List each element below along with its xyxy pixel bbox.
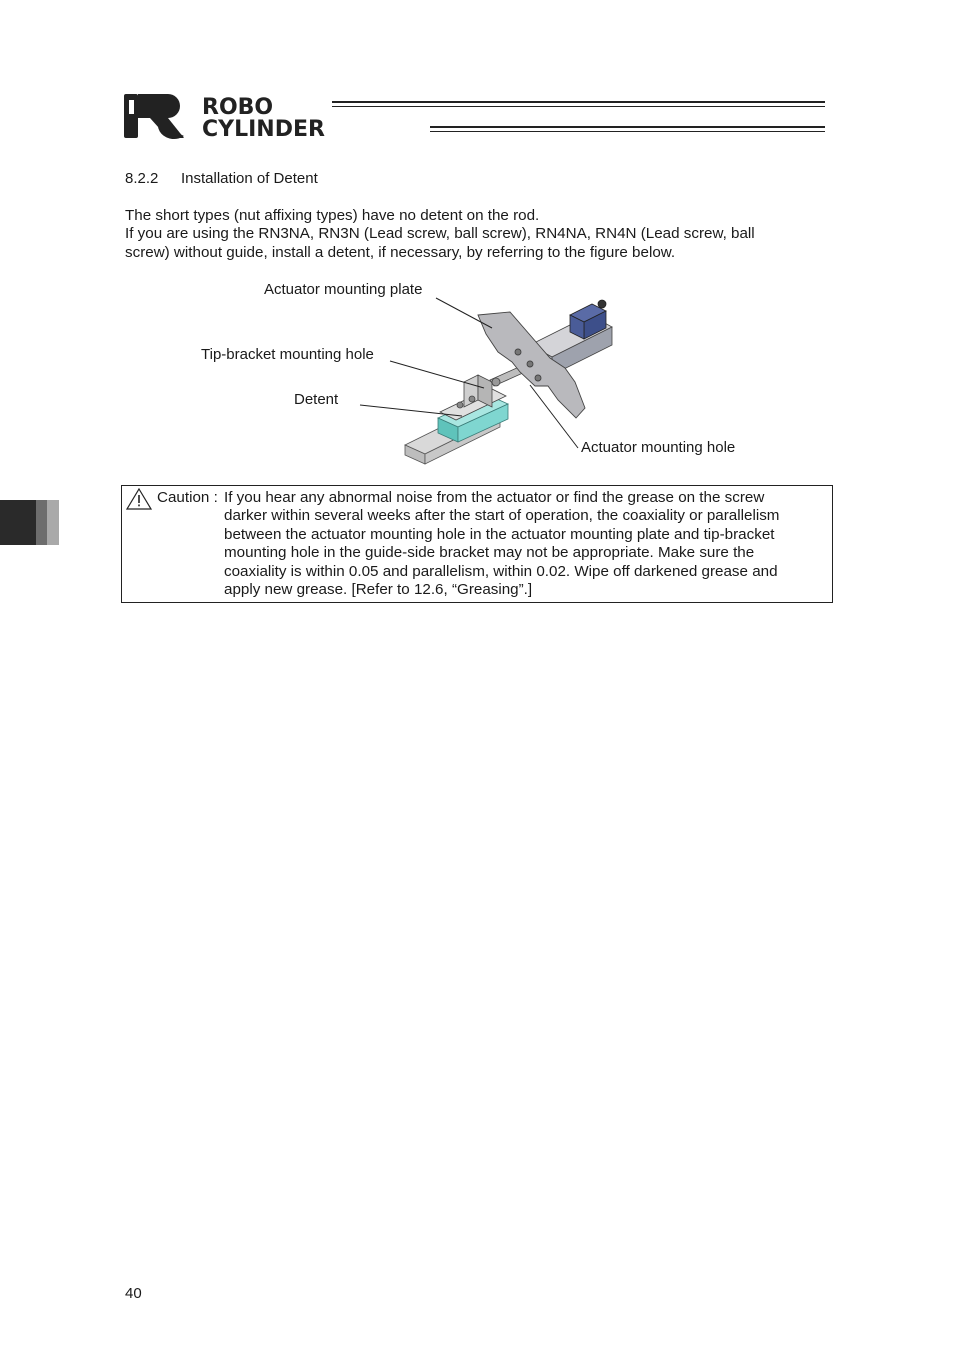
logo-cylinder-text: CYLINDER — [202, 117, 325, 142]
section-title: Installation of Detent — [181, 170, 318, 187]
caution-line: darker within several weeks after the start of operation, the coaxiality or parallelism — [224, 507, 780, 525]
header-rule-top-2 — [332, 106, 825, 107]
caution-line: apply new grease. [Refer to 12.6, “Greasing”.] — [224, 581, 533, 599]
paragraph-usage-line1: If you are using the RN3NA, RN3N (Lead screw, ball screw), RN4NA, RN4N (Lead screw, ball — [125, 225, 755, 242]
callout-actuator-mounting-plate: Actuator mounting plate — [264, 281, 423, 298]
callout-tip-bracket-mounting-hole: Tip-bracket mounting hole — [201, 346, 374, 363]
chapter-tab-dark — [0, 500, 36, 545]
chapter-tab-mid — [36, 500, 47, 545]
paragraph-intro: The short types (nut affixing types) have no detent on the rod. — [125, 207, 540, 224]
logo-robo-text: ROBO — [202, 95, 274, 120]
page-number: 40 — [125, 1285, 142, 1302]
caution-line: between the actuator mounting hole in the actuator mounting plate and tip-bracket — [224, 525, 775, 543]
caution-line: If you hear any abnormal noise from the actuator or find the grease on the screw — [224, 489, 765, 506]
caution-line: mounting hole in the guide-side bracket may not be appropriate. Make sure the — [224, 544, 755, 562]
section-number: 8.2.2 — [125, 170, 159, 187]
paragraph-usage-line2: screw) without guide, install a detent, if necessary, by referring to the figure below. — [125, 244, 676, 261]
callout-actuator-mounting-hole: Actuator mounting hole — [581, 439, 736, 456]
caution-line: coaxiality is within 0.05 and parallelism, within 0.02. Wipe off darkened grease and — [224, 562, 778, 580]
callout-detent: Detent — [294, 391, 339, 408]
header-rule-bottom-2 — [430, 131, 825, 132]
header-rule-bottom-1 — [430, 126, 825, 128]
robo-cylinder-logo — [124, 92, 424, 142]
header-rule-top-1 — [332, 101, 825, 103]
warning-triangle-icon — [126, 488, 152, 510]
chapter-tab-light — [47, 500, 59, 545]
caution-text — [224, 489, 824, 599]
caution-label: Caution : — [157, 489, 218, 506]
